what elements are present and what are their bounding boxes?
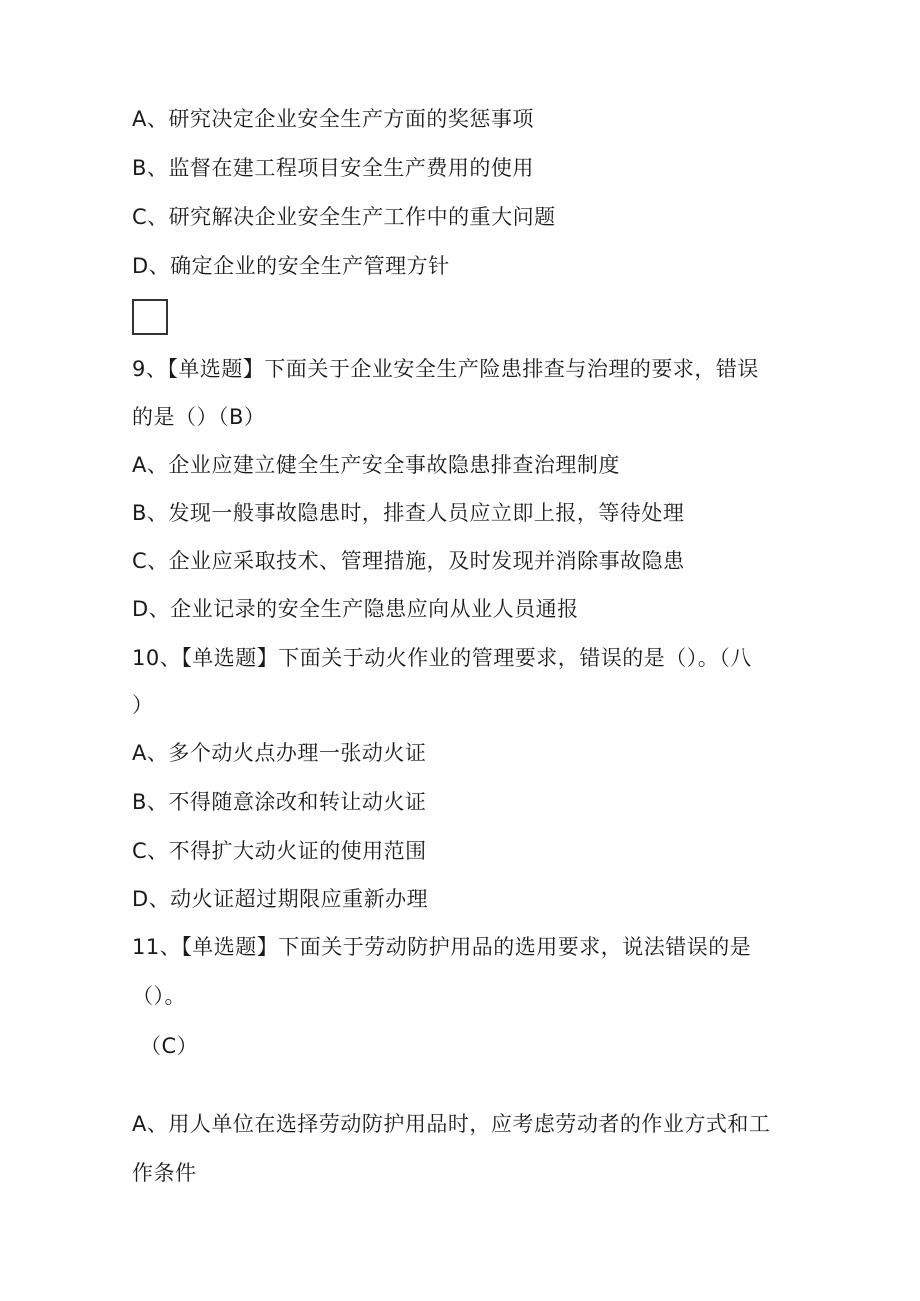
q8-option-a: A、研究决定企业安全生产方面的奖惩事项 <box>132 107 534 131</box>
q10-option-b: B、不得随意涂改和转让动火证 <box>132 790 427 814</box>
q11-question-line1: 11、【单选题】下面关于劳动防护用品的选用要求，说法错误的是 <box>132 935 752 959</box>
q9-question-line1: 9、【单选题】下面关于企业安全生产险患排查与治理的要求，错误 <box>132 357 759 381</box>
q9-question-line2: 的是（）（B） <box>132 405 266 429</box>
q10-option-c: C、不得扩大动火证的使用范围 <box>132 839 427 863</box>
q11-answer: （C） <box>140 1034 199 1058</box>
q8-option-b: B、监督在建工程项目安全生产费用的使用 <box>132 156 534 180</box>
q11-option-a-line2: 作条件 <box>132 1161 197 1185</box>
q8-option-d: D、确定企业的安全生产管理方针 <box>132 254 450 278</box>
q10-option-a: A、多个动火点办理一张动火证 <box>132 741 427 765</box>
q9-option-a: A、企业应建立健全生产安全事故隐患排查治理制度 <box>132 453 620 477</box>
q10-question-line2: ） <box>132 693 154 717</box>
q9-option-d: D、企业记录的安全生产隐患应向从业人员通报 <box>132 597 579 621</box>
q10-option-d: D、动火证超过期限应重新办理 <box>132 887 429 911</box>
q9-option-b: B、发现一般事故隐患时，排查人员应立即上报，等待处理 <box>132 501 685 525</box>
q10-question-line1: 10、【单选题】下面关于动火作业的管理要求，错误的是（）。（八 <box>132 646 752 670</box>
q8-option-c: C、研究解决企业安全生产工作中的重大问题 <box>132 205 556 229</box>
q9-option-c: C、企业应采取技术、管理措施，及时发现并消除事故隐患 <box>132 549 685 573</box>
answer-checkbox[interactable] <box>132 299 168 335</box>
q11-question-line2: （）。 <box>132 984 186 1008</box>
q11-option-a-line1: A、用人单位在选择劳动防护用品时，应考虑劳动者的作业方式和工 <box>132 1112 771 1136</box>
